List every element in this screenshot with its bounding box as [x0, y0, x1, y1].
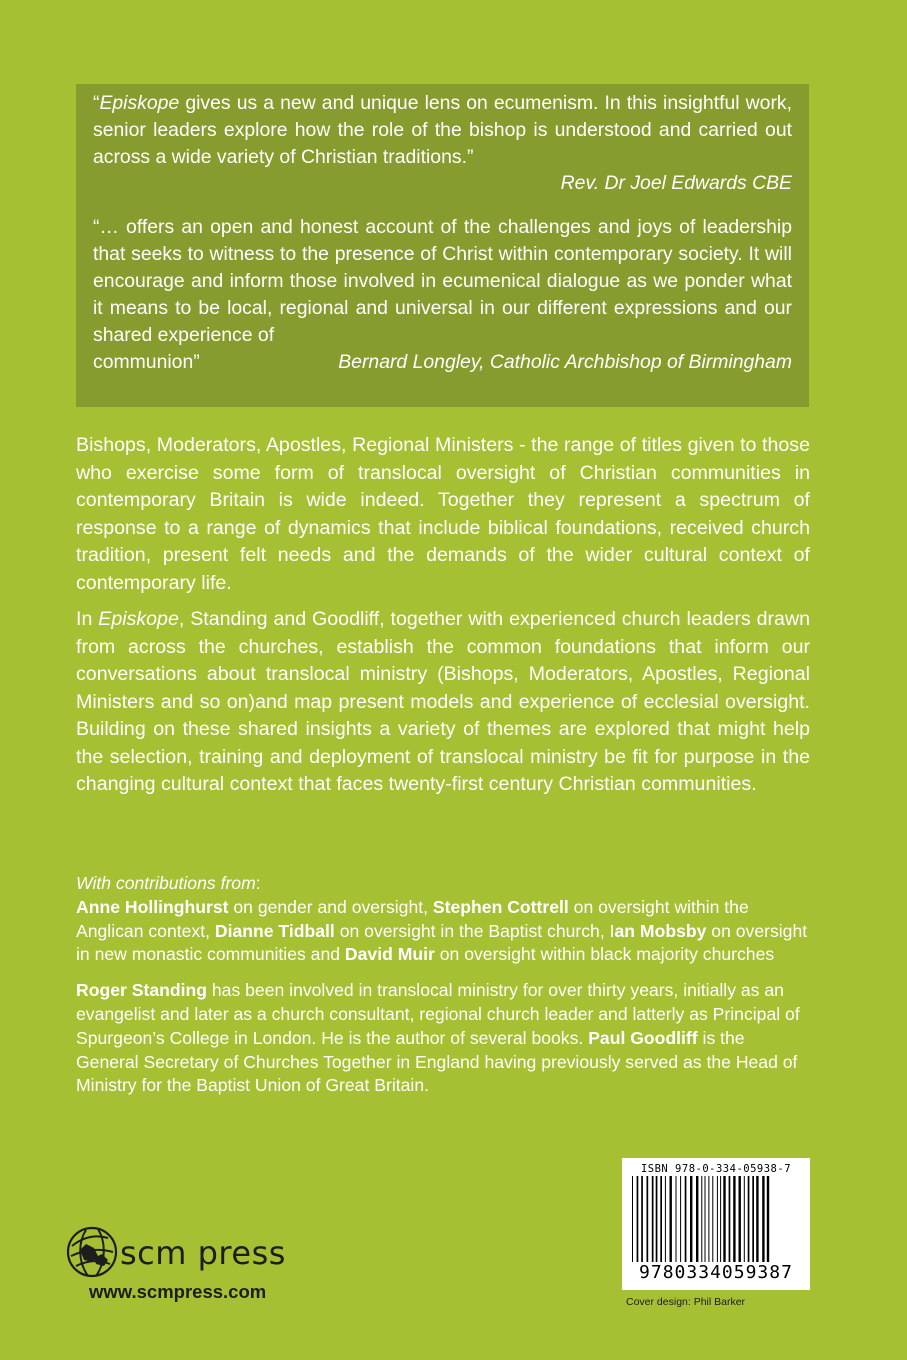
quote-open-mark: “ [93, 92, 100, 114]
paragraph-2-title-emphasis: Episkope [98, 608, 179, 630]
contributor-name: Dianne Tidball [214, 920, 335, 941]
contributor-topic: on oversight within the Anglican context, [76, 896, 749, 941]
publisher-name: scm press [120, 1234, 286, 1272]
contributors-intro-colon: : [255, 873, 261, 893]
quote-1-text: gives us a new and unique lens on ecumenism. In this insightful work, senior leaders explore how the role of the bishop is understood and carried out across a wide variety of Christian traditions.” [93, 92, 792, 168]
author-name: Paul Goodliff [588, 1027, 698, 1048]
paragraph-2-lead: In [76, 608, 99, 630]
author-bio-text: is the General Secretary of Churches Together in England having previously served as the Head of Ministry for the Baptist Union of Great Britain. [76, 1027, 798, 1096]
contributors-section [76, 872, 810, 1098]
endorsement-quote-2: “… offers an open and honest account of the challenges and joys of leadership that seeks to witness to the presence of Christ within contemporary society. It will encourage and inform those involved in ecumenical dialogue as we ponder what it means to be local, regional and universal in our different expressions and our shared experience of [93, 216, 792, 346]
contributor-name-initial: I [609, 920, 615, 941]
quote-title-emphasis: Episkope [99, 92, 180, 114]
contributor-name: Anne Hollinghurst [76, 896, 229, 917]
cover-design-credit: Cover design: Phil Barker [626, 1296, 746, 1308]
description-paragraph-2 [76, 606, 810, 799]
quote-2-last-word: communion” [93, 351, 200, 373]
isbn-barcode [622, 1158, 810, 1290]
isbn-label: ISBN 978-0-334-05938-7 [640, 1163, 792, 1175]
contributor-topic: on gender and oversight, [228, 896, 433, 917]
endorsement-quote-1 [93, 90, 792, 171]
author-bio-text: has been involved in translocal ministry for over thirty years, initially as an evangelist and later as a church consultant, regional church leader and latterly as Principal of Spurgeon’s College in London. He is the author of several books. [76, 980, 800, 1048]
barcode-number: 9780334059387 [622, 1262, 810, 1283]
endorsement-box [76, 84, 809, 407]
paragraph-2-text [76, 606, 810, 799]
contributor-topic: on oversight in the Baptist church, [334, 920, 610, 941]
paragraph-1-text: Bishops, Moderators, Apostles, Regional Ministers - the range of titles given to those who exercise some form of translocal oversight of Christian communities in contemporary Britain is wide indeed. Together they represent a spectrum of response to a range of dynamics that include biblical foundations, received church tradition, present felt needs and the demands of the wider cultural context of contemporary life. [76, 434, 810, 594]
contributor-topic: on oversight within black majority churches [434, 944, 775, 965]
barcode-bars [628, 1176, 804, 1268]
contributors-intro [76, 872, 810, 896]
description-paragraph-1 [76, 432, 810, 597]
contributors-list [76, 896, 810, 967]
endorsement-quote-2-final-line [93, 349, 792, 376]
globe-icon [64, 1224, 120, 1280]
contributor-topic: on oversight in new monastic communities and [76, 920, 808, 965]
contributor-name: Stephen Cottrell [432, 896, 569, 917]
author-name: Roger Standing [76, 980, 207, 1001]
contributor-name: David Muir [344, 944, 435, 965]
publisher-website[interactable]: www.scmpress.com [89, 1281, 267, 1302]
endorsement-attribution-2: Bernard Longley, Catholic Archbishop of Birmingham [338, 351, 792, 373]
paragraph-2-rest: , Standing and Goodliff, together with experienced church leaders drawn from across the churches, establish the common foundations that inform our conversations about translocal ministry (Bishops, Moderators, Apostles, Regional Ministers and so on)and map present models and experience of ecclesial oversight. Building on these shared insights a variety of themes are explored that might help the selection, training and deployment of translocal ministry be fit for purpose in the changing cultural context that faces twenty-first century Christian communities. [76, 608, 810, 795]
author-bio [76, 979, 810, 1098]
contributors-intro-label: With contributions from [76, 873, 256, 893]
endorsement-attribution-1: Rev. Dr Joel Edwards CBE [560, 172, 792, 194]
contributor-name: an Mobsby [614, 920, 707, 941]
